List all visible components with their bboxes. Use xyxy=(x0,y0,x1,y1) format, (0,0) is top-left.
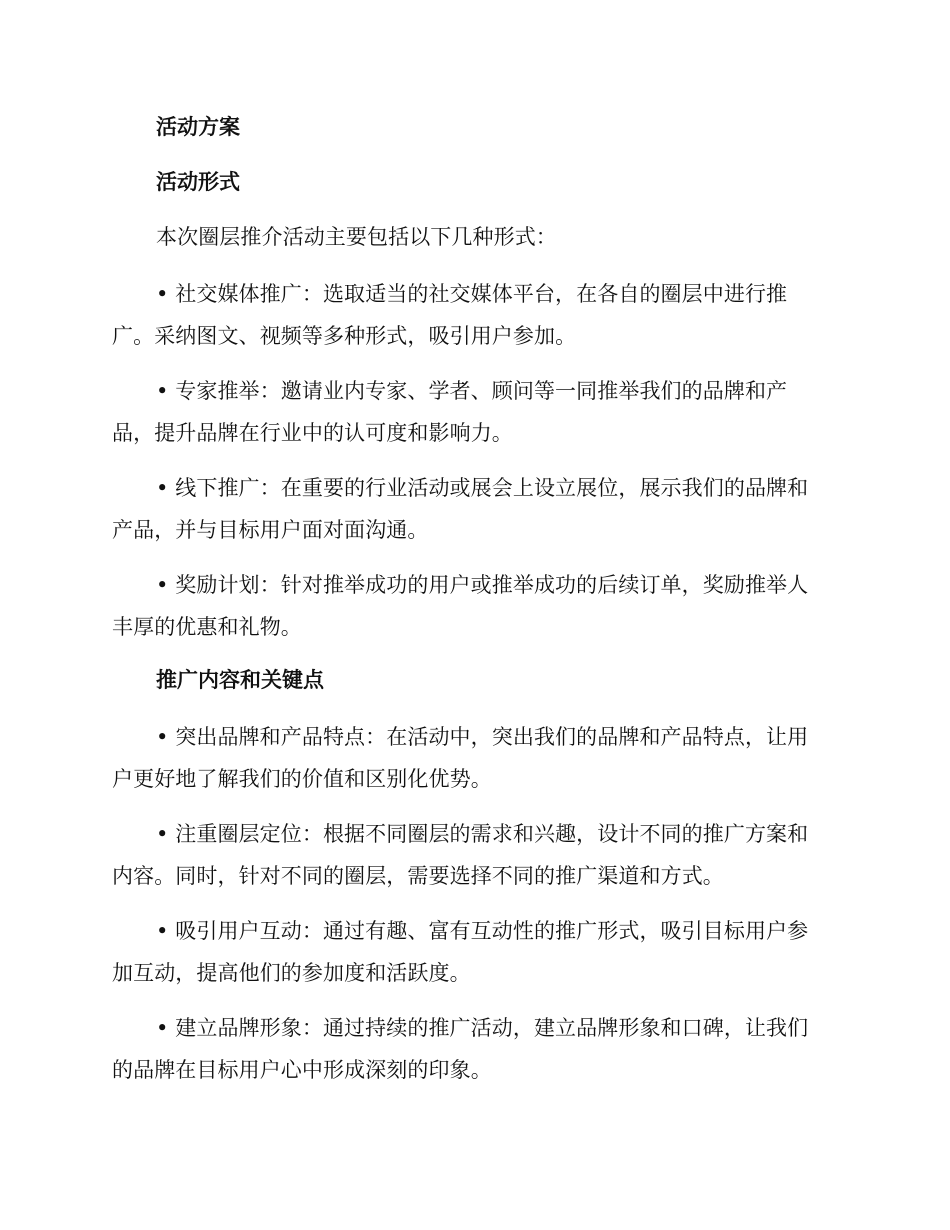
list-item-offline-promotion: • 线下推广：在重要的行业活动或展会上设立展位，展示我们的品牌和产品，并与目标用户面对面沟通。 xyxy=(112,476,809,542)
list-item-circle-positioning: • 注重圈层定位：根据不同圈层的需求和兴趣，设计不同的推广方案和内容。同时，针对不同的圈层，需要选择不同的推广渠道和方式。 xyxy=(112,822,809,888)
document-title: 活动方案 xyxy=(156,115,240,139)
list-item-user-interaction: • 吸引用户互动：通过有趣、富有互动性的推广形式，吸引目标用户参加互动，提高他们的参加度和活跃度。 xyxy=(112,919,809,985)
section-heading-activity-form: 活动形式 xyxy=(156,170,240,194)
list-item-brand-features: • 突出品牌和产品特点：在活动中，突出我们的品牌和产品特点，让用户更好地了解我们的价值和区别化优势。 xyxy=(112,725,809,791)
section-heading-promotion-content: 推广内容和关键点 xyxy=(156,668,324,692)
section-intro: 本次圈层推介活动主要包括以下几种形式： xyxy=(156,225,557,249)
list-item-expert-recommendation: • 专家推举：邀请业内专家、学者、顾问等一同推举我们的品牌和产品，提升品牌在行业中的认可度和影响力。 xyxy=(112,379,788,445)
list-item-brand-image: • 建立品牌形象：通过持续的推广活动，建立品牌形象和口碑，让我们的品牌在目标用户心中形成深刻的印象。 xyxy=(112,1016,809,1082)
list-item-social-media: • 社交媒体推广：选取适当的社交媒体平台，在各自的圈层中进行推广。采纳图文、视频等多种形式，吸引用户参加。 xyxy=(112,282,788,348)
document-body xyxy=(112,108,824,1104)
list-item-reward-plan: • 奖励计划：针对推举成功的用户或推举成功的后续订单，奖励推举人丰厚的优惠和礼物。 xyxy=(112,573,809,639)
